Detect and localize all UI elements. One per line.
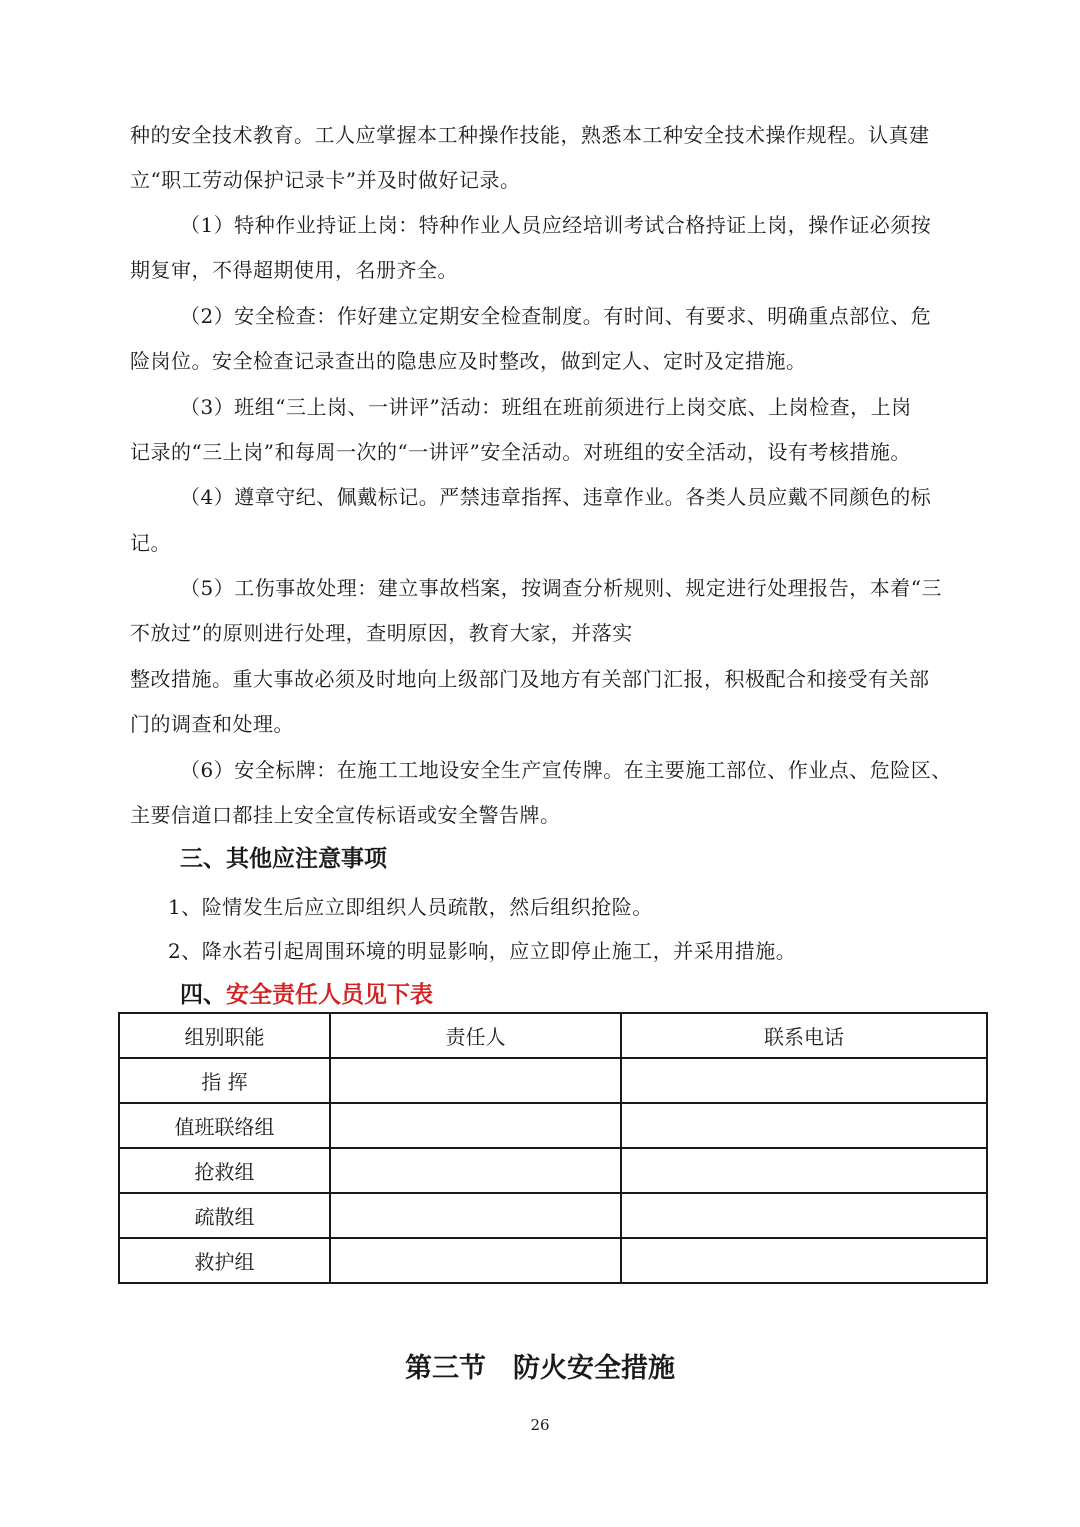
table-cell xyxy=(621,1238,987,1283)
header-cell: 责任人 xyxy=(330,1013,621,1058)
table-cell xyxy=(621,1103,987,1148)
table-row xyxy=(119,1058,987,1103)
paragraph-line: 种的安全技术教育。工人应掌握本工种操作技能，熟悉本工种安全技术操作规程。认真建 xyxy=(130,123,930,147)
paragraph-line: 立“职工劳动保护记录卡”并及时做好记录。 xyxy=(130,168,521,192)
table-row xyxy=(119,1103,987,1148)
table-cell xyxy=(330,1103,621,1148)
table-cell xyxy=(621,1058,987,1103)
table-header-row xyxy=(119,1013,987,1058)
paragraph-line: （6）安全标牌：在施工工地设安全生产宣传牌。在主要施工部位、作业点、危险区、 xyxy=(180,758,952,782)
table-cell: 指 挥 xyxy=(119,1058,330,1103)
table-cell xyxy=(621,1148,987,1193)
paragraph-line: 整改措施。重大事故必须及时地向上级部门及地方有关部门汇报，积极配合和接受有关部 xyxy=(130,667,930,691)
responsibility-table xyxy=(118,1012,988,1284)
paragraph-line: 险岗位。安全检查记录查出的隐患应及时整改，做到定人、定时及定措施。 xyxy=(130,349,807,373)
paragraph-line: 期复审，不得超期使用，名册齐全。 xyxy=(130,258,458,282)
paragraph-line: 不放过”的原则进行处理，查明原因，教育大家，并落实 xyxy=(130,621,633,645)
page-number: 26 xyxy=(530,1416,550,1434)
list-item: 1、险情发生后应立即组织人员疏散，然后组织抢险。 xyxy=(168,895,653,919)
header-cell: 联系电话 xyxy=(621,1013,987,1058)
section-heading-prefix: 四、 xyxy=(180,981,226,1008)
table-cell xyxy=(330,1238,621,1283)
paragraph-line: 记。 xyxy=(130,531,171,555)
table-cell: 救护组 xyxy=(119,1238,330,1283)
paragraph-line: （2）安全检查：作好建立定期安全检查制度。有时间、有要求、明确重点部位、危 xyxy=(180,304,932,328)
table-row xyxy=(119,1193,987,1238)
table-row xyxy=(119,1148,987,1193)
table-cell xyxy=(330,1058,621,1103)
table-cell xyxy=(330,1148,621,1193)
list-item: 2、降水若引起周围环境的明显影响，应立即停止施工，并采用措施。 xyxy=(168,939,797,963)
paragraph-line: （1）特种作业持证上岗：特种作业人员应经培训考试合格持证上岗，操作证必须按 xyxy=(180,213,932,237)
table-cell: 抢救组 xyxy=(119,1148,330,1193)
table-cell: 值班联络组 xyxy=(119,1103,330,1148)
table-cell xyxy=(621,1193,987,1238)
section-heading: 三、其他应注意事项 xyxy=(180,845,387,872)
header-cell: 组别职能 xyxy=(119,1013,330,1058)
section-heading xyxy=(180,979,433,1011)
paragraph-line: 记录的“三上岗”和每周一次的“一讲评”安全活动。对班组的安全活动，设有考核措施。 xyxy=(130,440,911,464)
paragraph-line: （4）遵章守纪、佩戴标记。严禁违章指挥、违章作业。各类人员应戴不同颜色的标 xyxy=(180,485,932,509)
next-section-title: 第三节 防火安全措施 xyxy=(405,1353,675,1384)
paragraph-line: （3）班组“三上岗、一讲评”活动：班组在班前须进行上岗交底、上岗检查，上岗 xyxy=(180,395,912,419)
table-cell xyxy=(330,1193,621,1238)
table-cell: 疏散组 xyxy=(119,1193,330,1238)
section-heading-highlight: 安全责任人员见下表 xyxy=(226,981,433,1008)
paragraph-line: 门的调查和处理。 xyxy=(130,712,294,736)
table-row xyxy=(119,1238,987,1283)
paragraph-line: （5）工伤事故处理：建立事故档案，按调查分析规则、规定进行处理报告，本着“三 xyxy=(180,576,942,600)
paragraph-line: 主要信道口都挂上安全宣传标语或安全警告牌。 xyxy=(130,803,561,827)
